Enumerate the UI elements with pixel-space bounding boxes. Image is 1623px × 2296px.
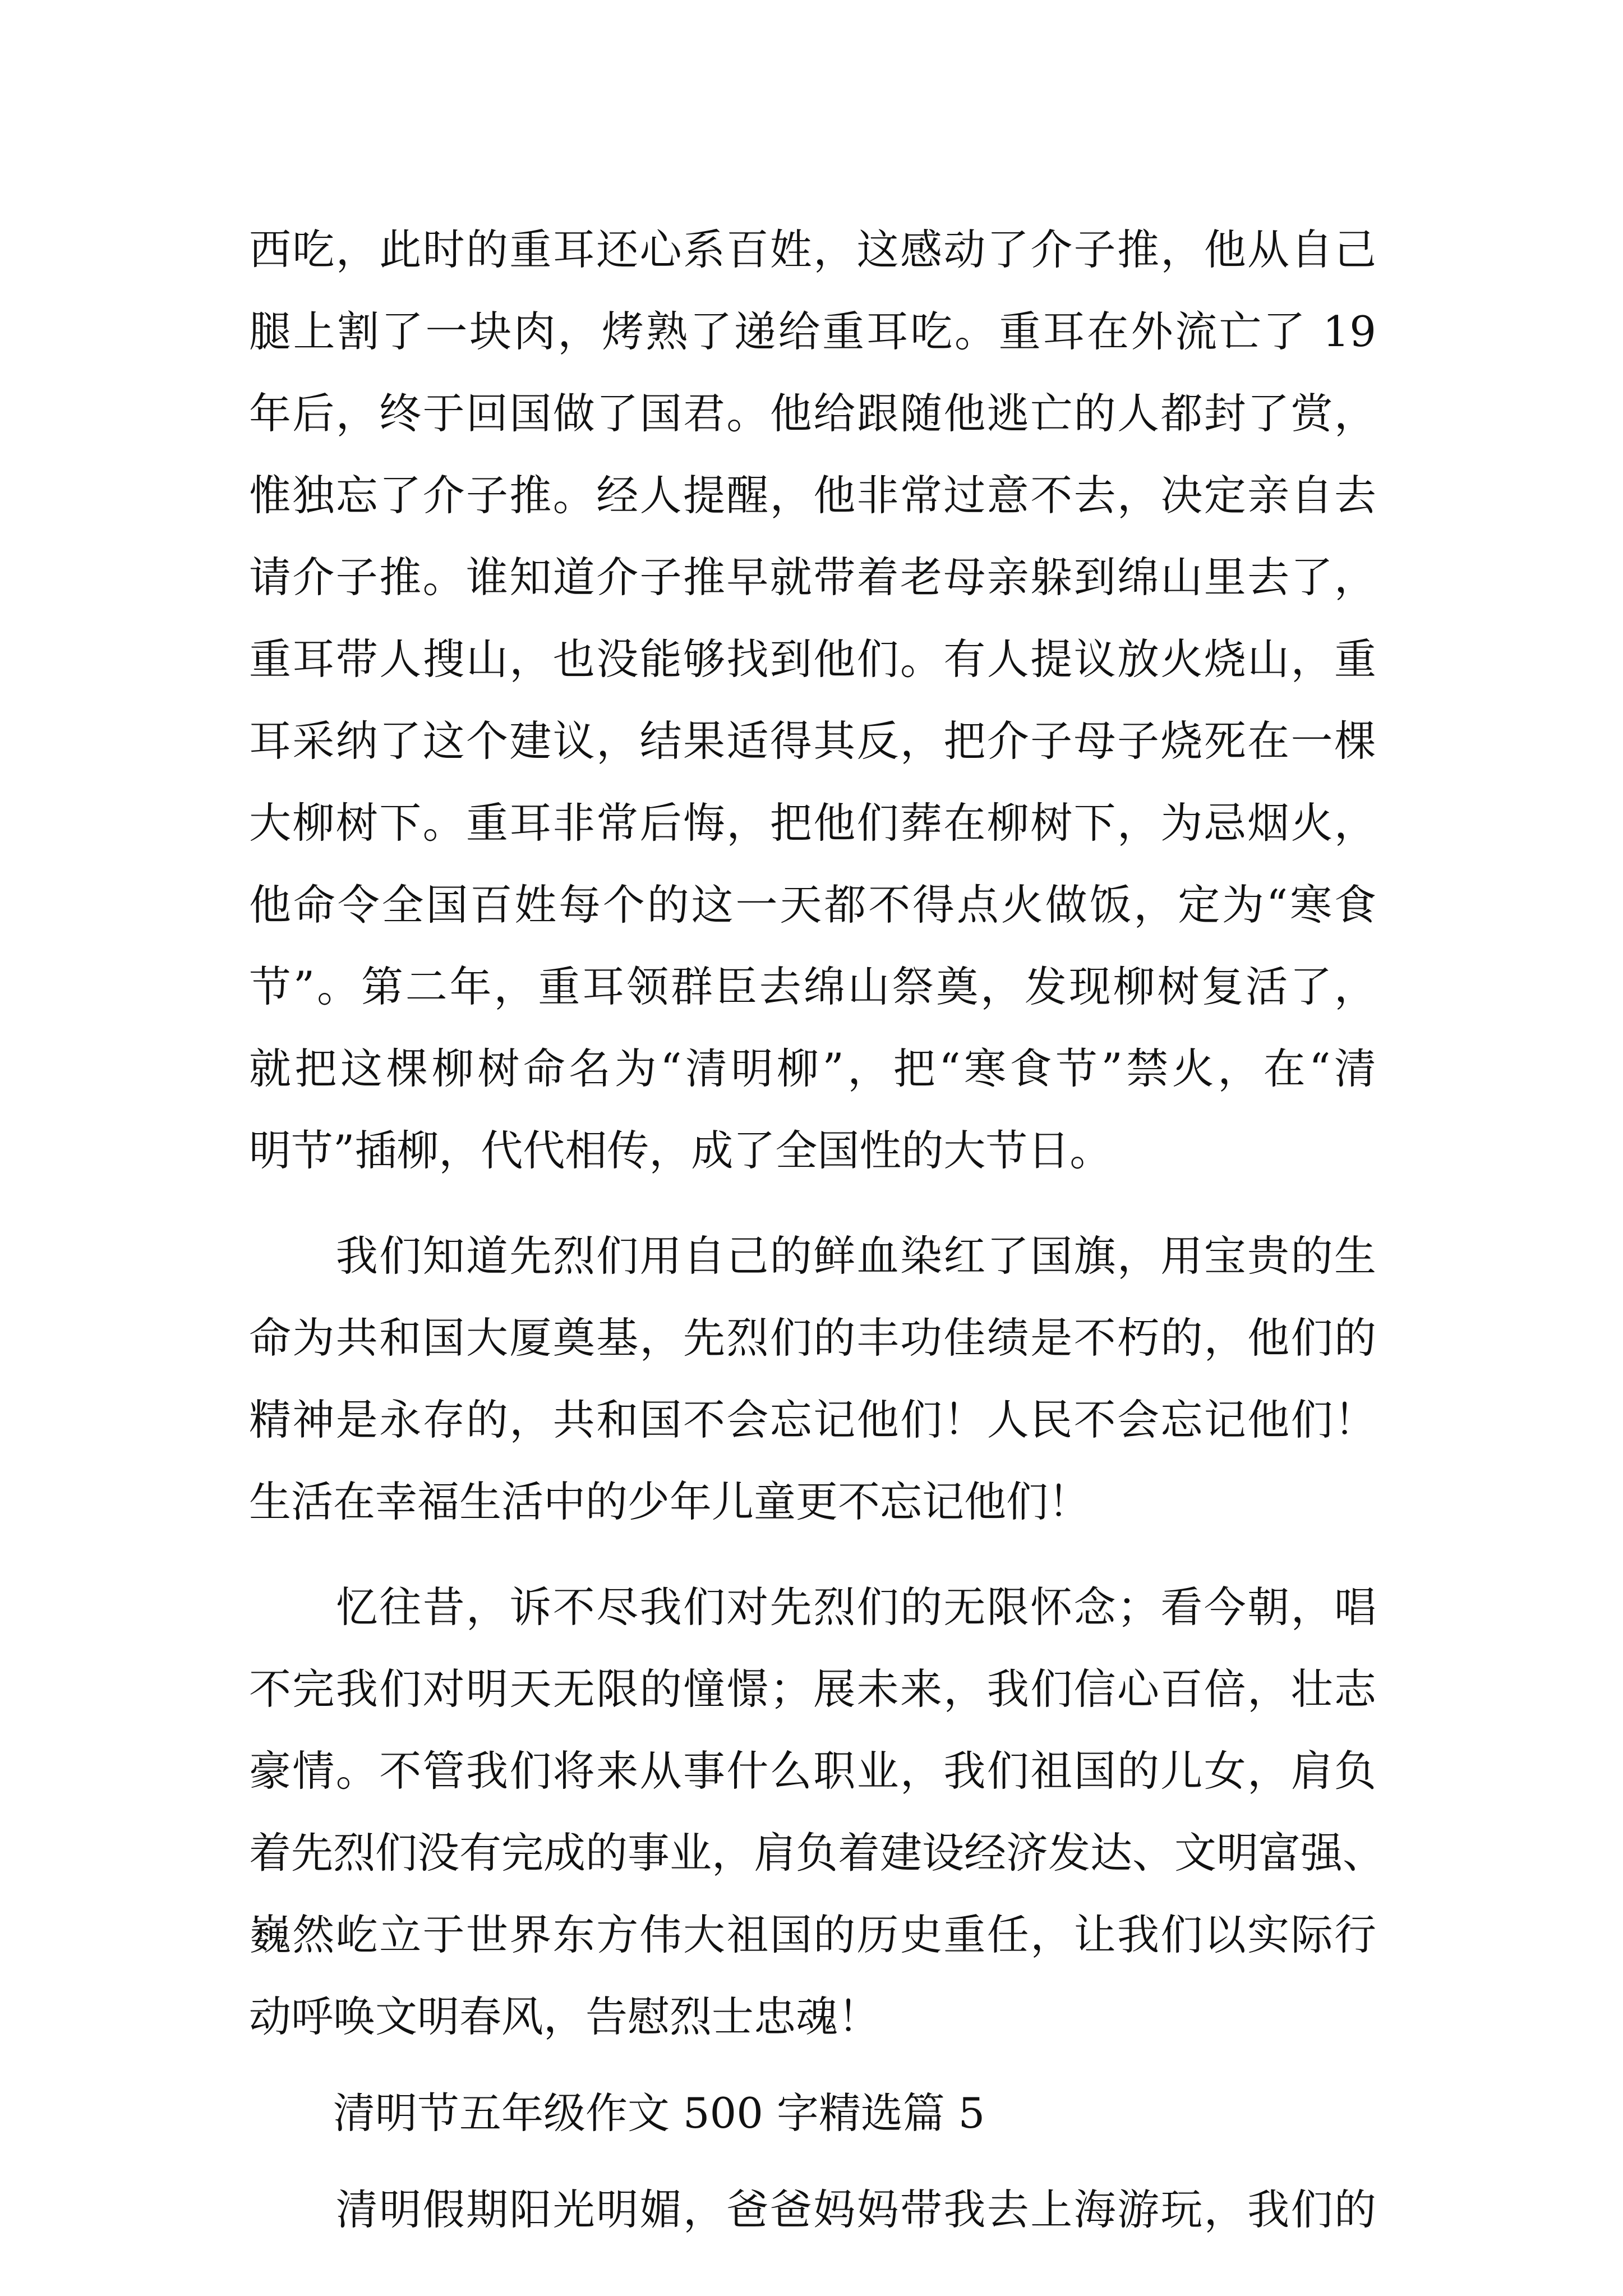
- paragraph-remembrance: [249, 1566, 1385, 2058]
- text-line: 年后，终于回国做了国君。他给跟随他逃亡的人都封了赏，: [249, 389, 1376, 438]
- text-line: 他命令全国百姓每个的这一天都不得点火做饭，定为“寒食: [249, 880, 1376, 930]
- text-line: 明节”插柳，代代相传，成了全国性的大节日。: [249, 1126, 1112, 1175]
- paragraph-martyrs: [249, 1215, 1376, 1543]
- text-line: 不完我们对明天无限的憧憬；展未来，我们信心百倍，壮志: [249, 1664, 1376, 1714]
- paragraph-gap: [249, 1543, 1376, 1566]
- text-line: 精神是永存的，共和国不会忘记他们！人民不会忘记他们！: [249, 1395, 1376, 1444]
- text-line: 忆往昔，诉不尽我们对先烈们的无限怀念；看今朝，唱: [249, 1582, 1376, 1632]
- section-heading: [249, 2072, 1376, 2154]
- paragraph-story: [249, 209, 1376, 1191]
- text-line: 耳采纳了这个建议，结果适得其反，把介子母子烧死在一棵: [249, 716, 1376, 766]
- text-line: 着先烈们没有完成的事业，肩负着建设经济发达、文明富强、: [249, 1828, 1385, 1878]
- text-line: 腿上割了一块肉，烤熟了递给重耳吃。重耳在外流亡了 19: [249, 307, 1376, 356]
- text-line: 就把这棵柳树命名为“清明柳”，把“寒食节”禁火，在“清: [249, 1044, 1376, 1093]
- text-line: 请介子推。谁知道介子推早就带着老母亲躲到绵山里去了，: [249, 553, 1376, 602]
- paragraph-shanghai: [249, 2169, 1376, 2251]
- text-line: 西吃，此时的重耳还心系百姓，这感动了介子推，他从自己: [249, 225, 1376, 274]
- text-line: 我们知道先烈们用自己的鲜血染红了国旗，用宝贵的生: [249, 1231, 1376, 1281]
- paragraph-gap: [249, 2154, 1376, 2169]
- text-line: 节”。第二年，重耳领群臣去绵山祭奠，发现柳树复活了，: [249, 962, 1376, 1011]
- text-line: 生活在幸福生活中的少年儿童更不忘记他们！: [249, 1477, 1091, 1526]
- text-line: 巍然屹立于世界东方伟大祖国的历史重任，让我们以实际行: [249, 1910, 1376, 1959]
- text-line: 重耳带人搜山，也没能够找到他们。有人提议放火烧山，重: [249, 634, 1376, 684]
- document-body: [249, 209, 1385, 2251]
- paragraph-gap: [249, 2058, 1376, 2072]
- text-line: 惟独忘了介子推。经人提醒，他非常过意不去，决定亲自去: [249, 471, 1376, 520]
- text-line: 清明假期阳光明媚，爸爸妈妈带我去上海游玩，我们的: [249, 2185, 1376, 2234]
- text-line: 动呼唤文明春风，告慰烈士忠魂！: [249, 1992, 880, 2041]
- text-line: 大柳树下。重耳非常后悔，把他们葬在柳树下，为忌烟火，: [249, 798, 1376, 848]
- text-line: 豪情。不管我们将来从事什么职业，我们祖国的儿女，肩负: [249, 1746, 1376, 1796]
- paragraph-gap: [249, 1191, 1376, 1215]
- text-line: 命为共和国大厦奠基，先烈们的丰功佳绩是不朽的，他们的: [249, 1313, 1376, 1363]
- heading-text: 清明节五年级作文 500 字精选篇 5: [249, 2088, 985, 2138]
